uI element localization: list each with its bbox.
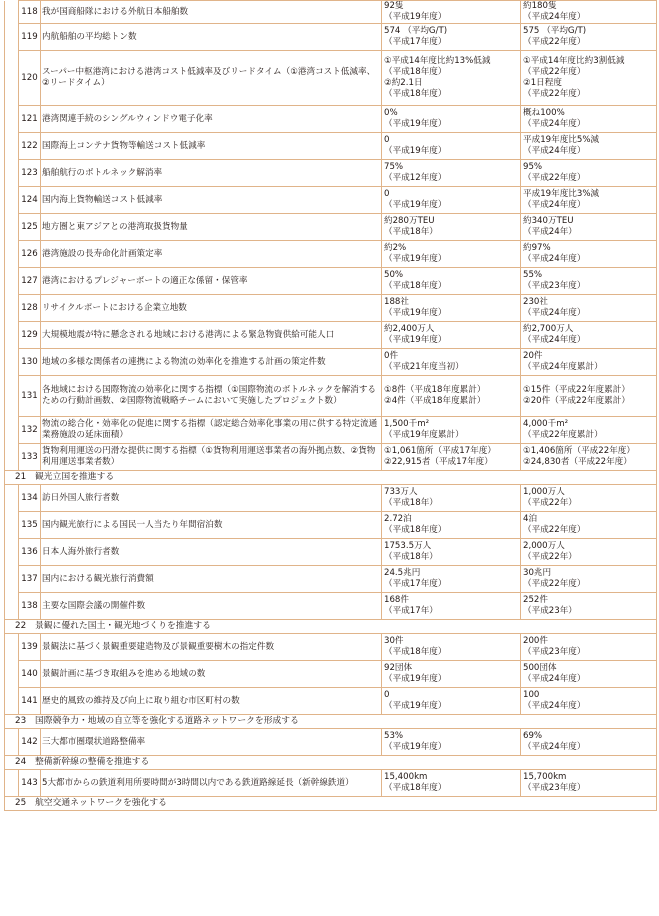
indicator-name: 国内海上貨物輸送コスト低減率 <box>41 187 382 214</box>
indent-cell <box>5 241 19 268</box>
indicator-number: 127 <box>19 268 41 295</box>
indicator-row <box>5 1 657 24</box>
current-value <box>382 593 521 620</box>
current-value-line: （平成17年度） <box>384 579 447 589</box>
indicator-row <box>5 160 657 187</box>
current-value-line: （平成19年度） <box>384 254 447 264</box>
target-value <box>521 349 657 376</box>
indent-cell <box>5 322 19 349</box>
indicator-name: 内航船舶の平均総トン数 <box>41 24 382 51</box>
current-value-line: ②約2.1日 <box>384 78 423 88</box>
target-value-line: （平成23年度） <box>523 647 586 657</box>
target-value-line: 69% <box>523 731 543 741</box>
indicator-row <box>5 322 657 349</box>
target-value-line: 30兆円 <box>523 568 552 578</box>
indicator-name: 各地域における国際物流の効率化に関する指標（①国際物流のボトルネックを解消するための行動計画数、②国際物流戦略チームにおいて実施したプロジェクト数） <box>41 376 382 417</box>
current-value-line: 92団体 <box>384 663 413 673</box>
indicator-name: 国内観光旅行による国民一人当たり年間宿泊数 <box>41 512 382 539</box>
indent-cell <box>5 349 19 376</box>
target-value <box>521 417 657 444</box>
current-value-line: 92隻 <box>384 1 404 11</box>
current-value <box>382 106 521 133</box>
target-value <box>521 160 657 187</box>
indicator-name: 地方圏と東アジアとの港湾取扱貨物量 <box>41 214 382 241</box>
target-value-line: （平成24年度） <box>523 701 586 711</box>
indicator-row <box>5 444 657 471</box>
target-value-line: 252件 <box>523 595 548 605</box>
section-row <box>5 715 657 729</box>
target-value-line: 15,700km <box>523 772 567 782</box>
current-value-line: （平成19年度） <box>384 335 447 345</box>
indent-cell <box>5 268 19 295</box>
target-value-line: 約340万TEU <box>523 216 574 226</box>
indicator-number: 122 <box>19 133 41 160</box>
current-value-line: 0 <box>384 690 390 700</box>
indent-cell <box>5 661 19 688</box>
target-value-line: 100 <box>523 690 540 700</box>
section-row <box>5 756 657 770</box>
indent-cell <box>5 417 19 444</box>
target-value-line: （平成24年） <box>523 227 577 237</box>
target-value <box>521 241 657 268</box>
current-value-line: （平成19年度） <box>384 701 447 711</box>
indicator-number: 133 <box>19 444 41 471</box>
indicator-name: 貨物利用運送の円滑な提供に関する指標（①貨物利用運送事業者の海外拠点数、②貨物利用運送事業者数） <box>41 444 382 471</box>
target-value <box>521 376 657 417</box>
current-value <box>382 417 521 444</box>
target-value <box>521 485 657 512</box>
indent-cell <box>5 634 19 661</box>
current-value-line: 約2,400万人 <box>384 324 435 334</box>
current-value-line: （平成18年） <box>384 552 438 562</box>
current-value-line: （平成18年度） <box>384 647 447 657</box>
current-value <box>382 160 521 187</box>
target-value-line: 230社 <box>523 297 548 307</box>
indicator-number: 143 <box>19 770 41 797</box>
target-value-line: （平成24年度） <box>523 119 586 129</box>
indent-cell <box>5 593 19 620</box>
indicator-name: 物流の総合化・効率化の促進に関する指標（認定総合効率化事業の用に供する特定流通業務施設の延床面積） <box>41 417 382 444</box>
section-row <box>5 471 657 485</box>
target-value-line: 55% <box>523 270 543 280</box>
target-value-line: （平成22年度） <box>523 579 586 589</box>
current-value <box>382 187 521 214</box>
indicator-row <box>5 512 657 539</box>
indicator-number: 141 <box>19 688 41 715</box>
current-value-line: ②22,915者（平成17年度） <box>384 457 493 467</box>
section-heading: 25 航空交通ネットワークを強化する <box>5 797 657 811</box>
target-value <box>521 688 657 715</box>
indicator-number: 139 <box>19 634 41 661</box>
target-value-line: （平成24年度） <box>523 308 586 318</box>
target-value-line: 20件 <box>523 351 543 361</box>
target-value <box>521 51 657 106</box>
indicator-number: 124 <box>19 187 41 214</box>
indicator-number: 125 <box>19 214 41 241</box>
indicator-number: 126 <box>19 241 41 268</box>
indicator-row <box>5 661 657 688</box>
indicator-number: 138 <box>19 593 41 620</box>
indent-cell <box>5 376 19 417</box>
current-value <box>382 512 521 539</box>
indicator-number: 128 <box>19 295 41 322</box>
current-value <box>382 214 521 241</box>
target-value <box>521 214 657 241</box>
indicator-number: 119 <box>19 24 41 51</box>
indicator-name: スーパー中枢港湾における港湾コスト低減率及びリードタイム（①港湾コスト低減率、②リードタイム） <box>41 51 382 106</box>
current-value-line: 30件 <box>384 636 404 646</box>
current-value <box>382 444 521 471</box>
current-value <box>382 688 521 715</box>
indicator-number: 118 <box>19 1 41 24</box>
target-value-line: ①1,406箇所（平成22年度） <box>523 446 635 456</box>
current-value-line: （平成17年） <box>384 606 438 616</box>
indicator-row <box>5 51 657 106</box>
current-value <box>382 241 521 268</box>
current-value-line: （平成18年） <box>384 498 438 508</box>
current-value-line: 0 <box>384 189 390 199</box>
indicator-number: 132 <box>19 417 41 444</box>
current-value-line: （平成18年） <box>384 227 438 237</box>
current-value-line: （平成18年度） <box>384 281 447 291</box>
indent-cell <box>5 1 19 24</box>
current-value <box>382 51 521 106</box>
indicator-row <box>5 688 657 715</box>
target-value-line: （平成23年度） <box>523 281 586 291</box>
current-value <box>382 295 521 322</box>
indicator-number: 142 <box>19 729 41 756</box>
indicator-name: 国際海上コンテナ貨物等輸送コスト低減率 <box>41 133 382 160</box>
target-value <box>521 24 657 51</box>
target-value-line: 2,000万人 <box>523 541 565 551</box>
target-value <box>521 512 657 539</box>
section-heading: 21 観光立国を推進する <box>5 471 657 485</box>
target-value-line: （平成24年度） <box>523 335 586 345</box>
current-value <box>382 24 521 51</box>
indicator-name: 大規模地震が特に懸念される地域における港湾による緊急物資供給可能人口 <box>41 322 382 349</box>
indent-cell <box>5 539 19 566</box>
current-value-line: （平成18年度） <box>384 783 447 793</box>
indicator-row <box>5 593 657 620</box>
target-value-line: ②20件（平成22年度累計） <box>523 396 630 406</box>
indicator-number: 136 <box>19 539 41 566</box>
target-value-line: 95% <box>523 162 543 172</box>
indicator-number: 135 <box>19 512 41 539</box>
indicator-number: 123 <box>19 160 41 187</box>
indent-cell <box>5 485 19 512</box>
current-value <box>382 770 521 797</box>
target-value-line: 500団体 <box>523 663 557 673</box>
target-value <box>521 593 657 620</box>
target-value-line: ②24,830者（平成22年度） <box>523 457 632 467</box>
target-value <box>521 295 657 322</box>
target-value-line: 4,000千m² <box>523 419 569 429</box>
indent-cell <box>5 444 19 471</box>
current-value-line: （平成19年度） <box>384 308 447 318</box>
section-row <box>5 797 657 811</box>
indicator-name: リサイクルポートにおける企業立地数 <box>41 295 382 322</box>
current-value-line: （平成19年度） <box>384 12 447 22</box>
target-value-line: ①平成14年度比約3割低減 <box>523 56 625 66</box>
target-value-line: （平成24年度） <box>523 146 586 156</box>
current-value <box>382 1 521 24</box>
target-value-line: （平成23年） <box>523 606 577 616</box>
indicator-name: 港湾施設の長寿命化計画策定率 <box>41 241 382 268</box>
target-value <box>521 106 657 133</box>
target-value-line: （平成22年度） <box>523 525 586 535</box>
current-value-line: 574 （平均G/T) <box>384 26 448 36</box>
indicator-number: 121 <box>19 106 41 133</box>
indent-cell <box>5 51 19 106</box>
indicator-name: 5大都市からの鉄道利用所要時間が3時間以内である鉄道路線延長（新幹線鉄道） <box>41 770 382 797</box>
current-value-line: 約2% <box>384 243 407 253</box>
indicator-number: 140 <box>19 661 41 688</box>
current-value-line: （平成19年度） <box>384 200 447 210</box>
current-value-line: 75% <box>384 162 404 172</box>
performance-indicator-table <box>4 0 657 811</box>
section-heading: 24 整備新幹線の整備を推進する <box>5 756 657 770</box>
target-value-line: （平成22年度） <box>523 173 586 183</box>
indent-cell <box>5 24 19 51</box>
section-heading: 22 景観に優れた国土・観光地づくりを推進する <box>5 620 657 634</box>
target-value-line: （平成24年度） <box>523 254 586 264</box>
current-value-line: 188社 <box>384 297 409 307</box>
target-value <box>521 729 657 756</box>
indicator-row <box>5 214 657 241</box>
target-value-line: 平成19年度比5%減 <box>523 135 600 145</box>
target-value-line: 約180隻 <box>523 1 557 11</box>
target-value-line: （平成24年度） <box>523 12 586 22</box>
indicator-number: 129 <box>19 322 41 349</box>
indicator-name: 主要な国際会議の開催件数 <box>41 593 382 620</box>
indicator-name: 日本人海外旅行者数 <box>41 539 382 566</box>
target-value-line: 575 （平均G/T) <box>523 26 587 36</box>
current-value <box>382 133 521 160</box>
indicator-row <box>5 295 657 322</box>
target-value-line: （平成22年度累計） <box>523 430 603 440</box>
indicator-name: 船舶航行のボトルネック解消率 <box>41 160 382 187</box>
current-value <box>382 661 521 688</box>
indicator-name: 歴史的風致の維持及び向上に取り組む市区町村の数 <box>41 688 382 715</box>
indicator-row <box>5 106 657 133</box>
indicator-row <box>5 187 657 214</box>
indent-cell <box>5 160 19 187</box>
indicator-name: 国内における観光旅行消費額 <box>41 566 382 593</box>
current-value <box>382 566 521 593</box>
target-value <box>521 770 657 797</box>
indicator-row <box>5 24 657 51</box>
indicator-name: 港湾関連手続のシングルウィンドウ電子化率 <box>41 106 382 133</box>
target-value-line: （平成24年度） <box>523 742 586 752</box>
current-value-line: （平成19年度） <box>384 674 447 684</box>
section-row <box>5 620 657 634</box>
indent-cell <box>5 770 19 797</box>
indicator-row <box>5 268 657 295</box>
target-value <box>521 634 657 661</box>
current-value <box>382 322 521 349</box>
indicator-row <box>5 376 657 417</box>
indicator-number: 120 <box>19 51 41 106</box>
target-value <box>521 268 657 295</box>
indicator-name: 我が国商船隊における外航日本船舶数 <box>41 1 382 24</box>
indicator-row <box>5 539 657 566</box>
current-value <box>382 376 521 417</box>
indicator-row <box>5 349 657 376</box>
target-value <box>521 322 657 349</box>
target-value-line: 1,000万人 <box>523 487 565 497</box>
indicator-row <box>5 634 657 661</box>
indicator-name: 地域の多様な関係者の連携による物流の効率化を推進する計画の策定件数 <box>41 349 382 376</box>
indent-cell <box>5 133 19 160</box>
current-value-line: 2.72泊 <box>384 514 412 524</box>
indicator-row <box>5 770 657 797</box>
current-value <box>382 485 521 512</box>
current-value <box>382 349 521 376</box>
indicator-row <box>5 133 657 160</box>
target-value-line: 約97% <box>523 243 551 253</box>
target-value <box>521 539 657 566</box>
current-value-line: （平成18年度） <box>384 525 447 535</box>
indent-cell <box>5 729 19 756</box>
indicator-row <box>5 729 657 756</box>
current-value-line: 24.5兆円 <box>384 568 421 578</box>
current-value-line: 1,500千m² <box>384 419 430 429</box>
indicator-number: 131 <box>19 376 41 417</box>
current-value-line: 168件 <box>384 595 409 605</box>
current-value-line: 733万人 <box>384 487 418 497</box>
current-value-line: 15,400km <box>384 772 428 782</box>
current-value-line: 0% <box>384 108 398 118</box>
indicator-name: 景観法に基づく景観重要建造物及び景観重要樹木の指定件数 <box>41 634 382 661</box>
current-value-line: （平成12年度） <box>384 173 447 183</box>
current-value-line: （平成19年度） <box>384 119 447 129</box>
current-value-line: 1753.5万人 <box>384 541 432 551</box>
target-value-line: （平成22年） <box>523 552 577 562</box>
target-value-line: （平成22年） <box>523 498 577 508</box>
current-value-line: ①8件（平成18年度累計） <box>384 385 486 395</box>
indicator-name: 訪日外国人旅行者数 <box>41 485 382 512</box>
target-value <box>521 444 657 471</box>
current-value-line: （平成17年度） <box>384 37 447 47</box>
indent-cell <box>5 566 19 593</box>
target-value-line: 概ね100% <box>523 108 565 118</box>
indicator-name: 景観計画に基づき取組みを進める地域の数 <box>41 661 382 688</box>
target-value <box>521 1 657 24</box>
target-value-line: （平成24年度累計） <box>523 362 603 372</box>
current-value-line: （平成18年度） <box>384 89 447 99</box>
current-value <box>382 634 521 661</box>
target-value-line: （平成24年度） <box>523 674 586 684</box>
target-value <box>521 566 657 593</box>
current-value-line: ①1,061箇所（平成17年度） <box>384 446 496 456</box>
indicator-number: 130 <box>19 349 41 376</box>
current-value-line: 0 <box>384 135 390 145</box>
current-value-line: ①平成14年度比約13%低減 <box>384 56 491 66</box>
current-value-line: 53% <box>384 731 404 741</box>
current-value-line: （平成18年度） <box>384 67 447 77</box>
table-body <box>5 1 657 811</box>
current-value-line: （平成19年度） <box>384 742 447 752</box>
indent-cell <box>5 106 19 133</box>
current-value-line: ②4件（平成18年度累計） <box>384 396 486 406</box>
target-value-line: （平成22年度） <box>523 89 586 99</box>
indicator-row <box>5 485 657 512</box>
current-value <box>382 268 521 295</box>
target-value-line: （平成22年度） <box>523 67 586 77</box>
indicator-name: 三大都市圏環状道路整備率 <box>41 729 382 756</box>
target-value-line: ②1日程度 <box>523 78 562 88</box>
target-value-line: 4泊 <box>523 514 538 524</box>
section-heading: 23 国際競争力・地域の自立等を強化する道路ネットワークを形成する <box>5 715 657 729</box>
current-value-line: 0件 <box>384 351 399 361</box>
indent-cell <box>5 295 19 322</box>
indent-cell <box>5 214 19 241</box>
current-value-line: （平成21年度当初） <box>384 362 464 372</box>
current-value <box>382 729 521 756</box>
indent-cell <box>5 512 19 539</box>
current-value-line: 50% <box>384 270 404 280</box>
target-value <box>521 133 657 160</box>
indent-cell <box>5 688 19 715</box>
indicator-name: 港湾におけるプレジャーボートの適正な係留・保管率 <box>41 268 382 295</box>
target-value-line: 200件 <box>523 636 548 646</box>
target-value-line: 平成19年度比3%減 <box>523 189 600 199</box>
target-value-line: （平成23年度） <box>523 783 586 793</box>
target-value-line: 約2,700万人 <box>523 324 574 334</box>
indicator-row <box>5 566 657 593</box>
target-value-line: （平成24年度） <box>523 200 586 210</box>
target-value-line: （平成22年度） <box>523 37 586 47</box>
target-value <box>521 661 657 688</box>
current-value <box>382 539 521 566</box>
current-value-line: 約280万TEU <box>384 216 435 226</box>
indicator-number: 134 <box>19 485 41 512</box>
current-value-line: （平成19年度累計） <box>384 430 464 440</box>
target-value <box>521 187 657 214</box>
indicator-row <box>5 241 657 268</box>
target-value-line: ①15件（平成22年度累計） <box>523 385 630 395</box>
current-value-line: （平成19年度） <box>384 146 447 156</box>
indicator-row <box>5 417 657 444</box>
indicator-number: 137 <box>19 566 41 593</box>
indent-cell <box>5 187 19 214</box>
